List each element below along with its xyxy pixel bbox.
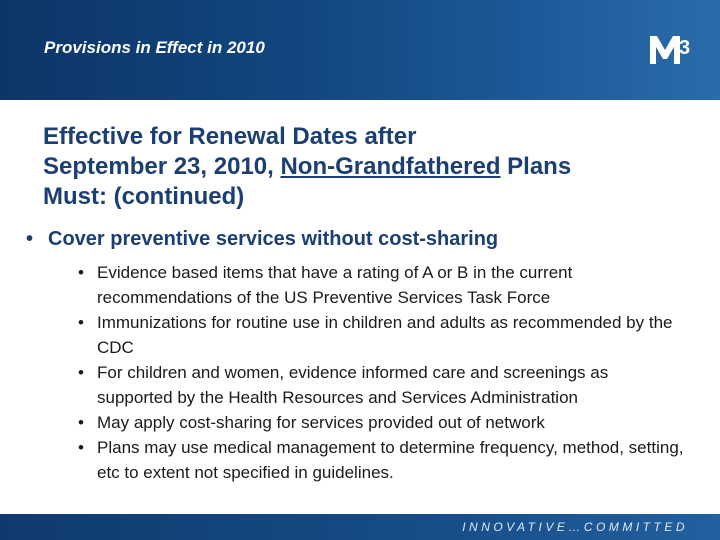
bullet-dot-icon: • <box>78 363 84 382</box>
bullet-dot-icon: • <box>78 263 84 282</box>
sub-bullet-list <box>78 260 688 485</box>
sub-bullet-text: Plans may use medical management to determine frequency, method, setting, etc to extent not specified in guidelines. <box>97 438 684 482</box>
sub-bullet-text: Evidence based items that have a rating of A or B in the current recommendations of the US Preventive Services Task Force <box>97 263 573 307</box>
sub-bullet-text: Immunizations for routine use in children and adults as recommended by the CDC <box>97 313 673 357</box>
svg-text:3: 3 <box>679 37 691 59</box>
main-bullet-text: Cover preventive services without cost-sharing <box>48 228 499 250</box>
heading-line-1: Effective for Renewal Dates after <box>43 123 417 150</box>
header-banner <box>0 0 720 100</box>
sub-bullet-item <box>78 260 688 310</box>
heading-line-2-suffix: Plans <box>500 153 572 180</box>
heading-line-2-prefix: September 23, 2010, <box>43 153 281 180</box>
non-grandfathered-underlined: Non-Grandfathered <box>280 153 501 180</box>
sub-bullet-item <box>78 435 688 485</box>
sub-bullet-item <box>78 410 688 435</box>
bullet-dot-icon: • <box>26 228 34 250</box>
sub-bullet-item <box>78 360 688 410</box>
slide-heading <box>43 122 693 212</box>
footer-tagline: INNOVATIVE…COMMITTED <box>462 520 688 534</box>
heading-line-3: Must: (continued) <box>43 183 245 210</box>
bullet-dot-icon: • <box>78 413 84 432</box>
footer-bar <box>0 514 720 540</box>
bullet-dot-icon: • <box>78 313 84 332</box>
heading-line-2 <box>43 152 693 182</box>
bullet-dot-icon: • <box>78 438 84 457</box>
sub-bullet-text: May apply cost-sharing for services provided out of network <box>97 413 545 432</box>
main-bullet <box>26 227 708 251</box>
m3-logo <box>648 32 692 66</box>
slide-section-title: Provisions in Effect in 2010 <box>44 38 265 57</box>
sub-bullet-item <box>78 310 688 360</box>
sub-bullet-text: For children and women, evidence informed care and screenings as supported by the Health Resources and Services Administration <box>97 363 609 407</box>
